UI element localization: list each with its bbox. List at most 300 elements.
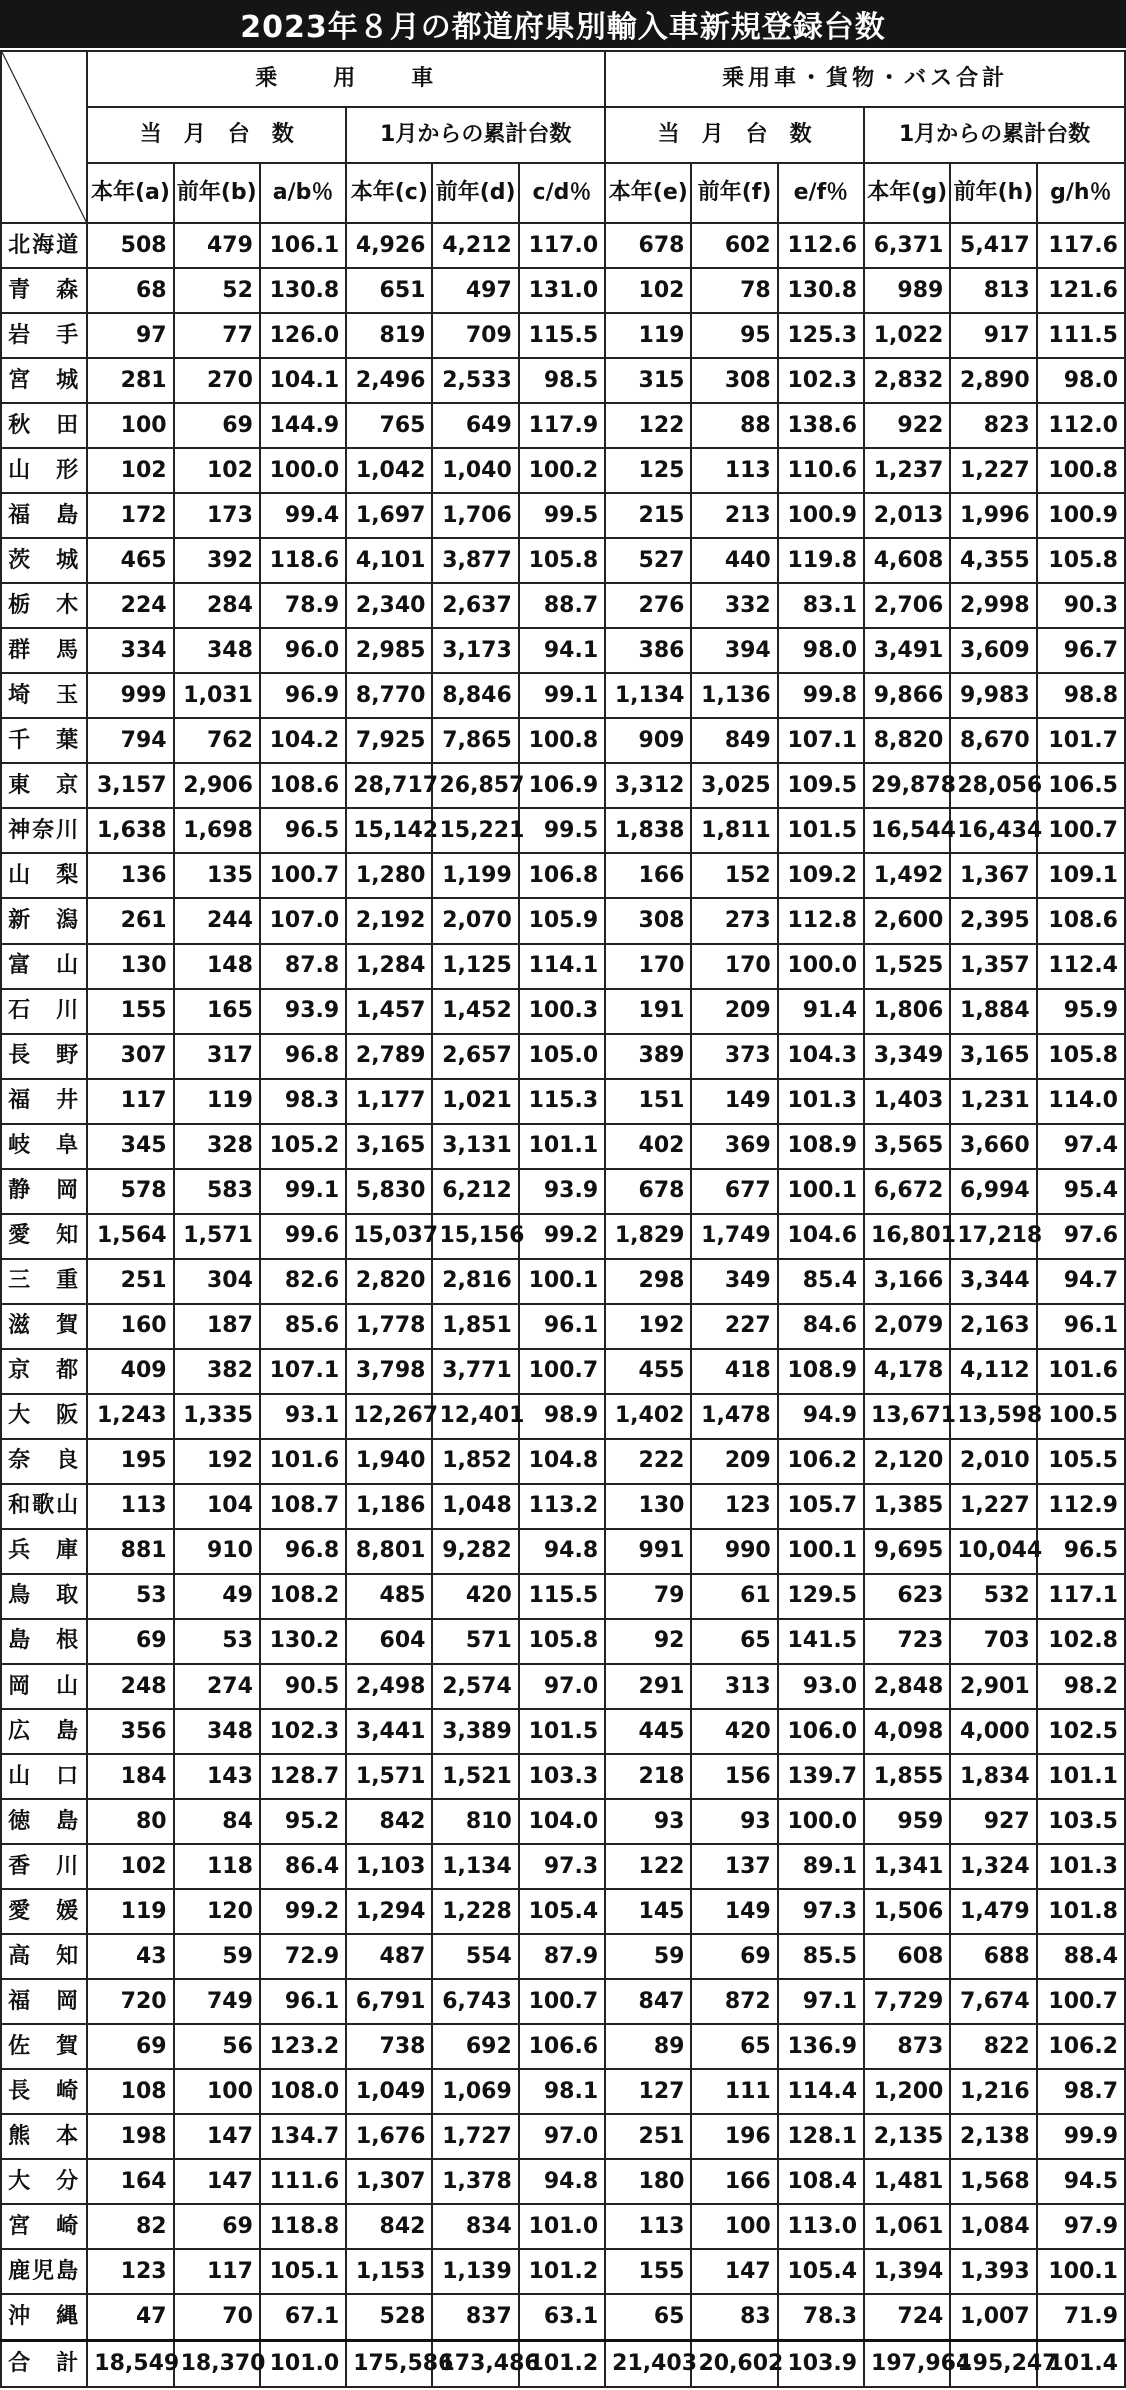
value-cell: 84.6 [778,1304,864,1349]
value-cell: 130 [605,1484,691,1529]
value-cell: 121.6 [1037,268,1125,313]
value-cell: 1,571 [346,1754,432,1799]
value-cell: 108.4 [778,2159,864,2204]
value-cell: 328 [174,1124,260,1169]
value-cell: 15,142 [346,808,432,853]
value-cell: 69 [87,2024,173,2069]
value-cell: 100.8 [1037,448,1125,493]
value-cell: 1,103 [346,1844,432,1889]
value-cell: 3,025 [691,763,777,808]
value-cell: 175,586 [346,2340,432,2387]
value-cell: 308 [605,898,691,943]
value-cell: 90.3 [1037,583,1125,628]
column-header: 本年(a) [87,163,173,223]
table-row [1,1304,1125,1349]
value-cell: 138.6 [778,403,864,448]
value-cell: 1,031 [174,673,260,718]
value-cell: 130.8 [778,268,864,313]
value-cell: 141.5 [778,1619,864,1664]
value-cell: 1,228 [432,1889,518,1934]
table-row [1,2159,1125,2204]
value-cell: 100.7 [519,1979,605,2024]
header-cumulative-1: 1月からの累計台数 [346,107,605,163]
prefecture-name: 群 馬 [1,628,87,673]
value-cell: 101.8 [1037,1889,1125,1934]
prefecture-name: 愛 知 [1,1214,87,1259]
value-cell: 106.8 [519,853,605,898]
value-cell: 440 [691,538,777,583]
value-cell: 12,401 [432,1394,518,1439]
value-cell: 8,670 [950,718,1036,763]
value-cell: 1,367 [950,853,1036,898]
value-cell: 1,855 [864,1754,950,1799]
value-cell: 1,838 [605,808,691,853]
value-cell: 1,568 [950,2159,1036,2204]
value-cell: 4,355 [950,538,1036,583]
value-cell: 197,964 [864,2340,950,2387]
registration-table-container [0,50,1126,2388]
value-cell: 113.2 [519,1484,605,1529]
value-cell: 910 [174,1529,260,1574]
value-cell: 100.7 [1037,808,1125,853]
value-cell: 465 [87,538,173,583]
value-cell: 487 [346,1934,432,1979]
registration-table [0,50,1126,2388]
value-cell: 65 [605,2294,691,2340]
value-cell: 651 [346,268,432,313]
value-cell: 101.4 [1037,2340,1125,2387]
value-cell: 101.0 [519,2204,605,2249]
value-cell: 1,394 [864,2249,950,2294]
value-cell: 101.0 [260,2340,346,2387]
value-cell: 837 [432,2294,518,2340]
value-cell: 6,672 [864,1169,950,1214]
value-cell: 1,125 [432,944,518,989]
value-cell: 1,231 [950,1079,1036,1124]
value-cell: 989 [864,268,950,313]
value-cell: 251 [605,2114,691,2159]
value-cell: 1,385 [864,1484,950,1529]
value-cell: 109.2 [778,853,864,898]
value-cell: 1,153 [346,2249,432,2294]
value-cell: 2,832 [864,358,950,403]
value-cell: 96.1 [1037,1304,1125,1349]
table-row [1,853,1125,898]
value-cell: 100.1 [778,1529,864,1574]
table-row [1,1169,1125,1214]
value-cell: 3,344 [950,1259,1036,1304]
value-cell: 180 [605,2159,691,2204]
value-cell: 762 [174,718,260,763]
value-cell: 104.8 [519,1439,605,1484]
value-cell: 53 [174,1619,260,1664]
value-cell: 692 [432,2024,518,2069]
value-cell: 139.7 [778,1754,864,1799]
value-cell: 84 [174,1799,260,1844]
value-cell: 623 [864,1574,950,1619]
value-cell: 78.3 [778,2294,864,2340]
prefecture-name: 千 葉 [1,718,87,763]
value-cell: 184 [87,1754,173,1799]
value-cell: 1,564 [87,1214,173,1259]
value-cell: 1,294 [346,1889,432,1934]
header-month-count-1: 当 月 台 数 [87,107,346,163]
value-cell: 59 [605,1934,691,1979]
table-row [1,1439,1125,1484]
value-cell: 3,312 [605,763,691,808]
value-cell: 102.5 [1037,1709,1125,1754]
value-cell: 151 [605,1079,691,1124]
value-cell: 187 [174,1304,260,1349]
prefecture-name: 山 口 [1,1754,87,1799]
value-cell: 94.9 [778,1394,864,1439]
value-cell: 2,657 [432,1034,518,1079]
value-cell: 678 [605,1169,691,1214]
value-cell: 97 [87,313,173,358]
table-row [1,1979,1125,2024]
value-cell: 1,324 [950,1844,1036,1889]
value-cell: 209 [691,989,777,1034]
value-cell: 17,218 [950,1214,1036,1259]
prefecture-name: 茨 城 [1,538,87,583]
value-cell: 420 [432,1574,518,1619]
value-cell: 2,600 [864,898,950,943]
value-cell: 334 [87,628,173,673]
value-cell: 93.9 [260,989,346,1034]
value-cell: 123 [691,1484,777,1529]
value-cell: 97.0 [519,2114,605,2159]
value-cell: 3,660 [950,1124,1036,1169]
table-row [1,448,1125,493]
value-cell: 356 [87,1709,173,1754]
value-cell: 1,452 [432,989,518,1034]
value-cell: 108.2 [260,1574,346,1619]
table-row [1,1574,1125,1619]
value-cell: 170 [691,944,777,989]
value-cell: 155 [87,989,173,1034]
value-cell: 118.6 [260,538,346,583]
value-cell: 2,789 [346,1034,432,1079]
prefecture-name: 静 岡 [1,1169,87,1214]
value-cell: 528 [346,2294,432,2340]
value-cell: 749 [174,1979,260,2024]
value-cell: 85.4 [778,1259,864,1304]
value-cell: 119.8 [778,538,864,583]
value-cell: 307 [87,1034,173,1079]
value-cell: 100.9 [778,493,864,538]
value-cell: 90.5 [260,1664,346,1709]
value-cell: 102.3 [778,358,864,403]
table-row [1,763,1125,808]
table-row [1,1124,1125,1169]
table-row [1,808,1125,853]
value-cell: 173 [174,493,260,538]
value-cell: 16,434 [950,808,1036,853]
value-cell: 105.8 [1037,538,1125,583]
value-cell: 532 [950,1574,1036,1619]
value-cell: 813 [950,268,1036,313]
value-cell: 65 [691,1619,777,1664]
value-cell: 1,136 [691,673,777,718]
column-header: e/f％ [778,163,864,223]
value-cell: 1,851 [432,1304,518,1349]
value-cell: 1,571 [174,1214,260,1259]
value-cell: 172 [87,493,173,538]
value-cell: 927 [950,1799,1036,1844]
value-cell: 373 [691,1034,777,1079]
value-cell: 147 [174,2114,260,2159]
value-cell: 2,901 [950,1664,1036,1709]
value-cell: 2,574 [432,1664,518,1709]
value-cell: 3,798 [346,1349,432,1394]
value-cell: 1,521 [432,1754,518,1799]
value-cell: 83 [691,2294,777,2340]
table-row [1,1619,1125,1664]
value-cell: 298 [605,1259,691,1304]
value-cell: 16,801 [864,1214,950,1259]
value-cell: 1,341 [864,1844,950,1889]
value-cell: 97.1 [778,1979,864,2024]
prefecture-name: 香 川 [1,1844,87,1889]
value-cell: 26,857 [432,763,518,808]
value-cell: 15,156 [432,1214,518,1259]
table-row [1,2114,1125,2159]
value-cell: 108.7 [260,1484,346,1529]
value-cell: 101.1 [1037,1754,1125,1799]
value-cell: 3,441 [346,1709,432,1754]
value-cell: 106.5 [1037,763,1125,808]
value-cell: 108 [87,2069,173,2114]
value-cell: 6,371 [864,223,950,268]
value-cell: 111.6 [260,2159,346,2204]
prefecture-name: 熊 本 [1,2114,87,2159]
prefecture-name: 島 根 [1,1619,87,1664]
value-cell: 9,983 [950,673,1036,718]
table-row [1,493,1125,538]
value-cell: 18,370 [174,2340,260,2387]
value-cell: 991 [605,1529,691,1574]
value-cell: 1,199 [432,853,518,898]
prefecture-name: 東 京 [1,763,87,808]
value-cell: 5,830 [346,1169,432,1214]
value-cell: 276 [605,583,691,628]
value-cell: 109.5 [778,763,864,808]
value-cell: 819 [346,313,432,358]
column-header: 本年(c) [346,163,432,223]
value-cell: 917 [950,313,1036,358]
value-cell: 18,549 [87,2340,173,2387]
value-cell: 349 [691,1259,777,1304]
value-cell: 69 [174,403,260,448]
value-cell: 79 [605,1574,691,1619]
value-cell: 909 [605,718,691,763]
table-row [1,628,1125,673]
value-cell: 2,138 [950,2114,1036,2159]
prefecture-name: 青 森 [1,268,87,313]
value-cell: 97.0 [519,1664,605,1709]
value-cell: 703 [950,1619,1036,1664]
value-cell: 1,134 [605,673,691,718]
value-cell: 3,165 [346,1124,432,1169]
value-cell: 119 [605,313,691,358]
value-cell: 125.3 [778,313,864,358]
value-cell: 1,638 [87,808,173,853]
value-cell: 111 [691,2069,777,2114]
column-header: c/d％ [519,163,605,223]
value-cell: 96.1 [519,1304,605,1349]
value-cell: 2,120 [864,1439,950,1484]
value-cell: 108.0 [260,2069,346,2114]
value-cell: 999 [87,673,173,718]
value-cell: 554 [432,1934,518,1979]
value-cell: 134.7 [260,2114,346,2159]
value-cell: 56 [174,2024,260,2069]
value-cell: 82 [87,2204,173,2249]
table-row [1,898,1125,943]
prefecture-name: 愛 媛 [1,1889,87,1934]
value-cell: 92 [605,1619,691,1664]
column-header: a/b％ [260,163,346,223]
value-cell: 1,139 [432,2249,518,2294]
value-cell: 113.0 [778,2204,864,2249]
value-cell: 165 [174,989,260,1034]
value-cell: 112.6 [778,223,864,268]
value-cell: 8,846 [432,673,518,718]
value-cell: 114.4 [778,2069,864,2114]
value-cell: 98.0 [1037,358,1125,403]
value-cell: 1,478 [691,1394,777,1439]
value-cell: 3,491 [864,628,950,673]
value-cell: 604 [346,1619,432,1664]
value-cell: 99.8 [778,673,864,718]
value-cell: 105.4 [778,2249,864,2294]
table-row [1,989,1125,1034]
value-cell: 213 [691,493,777,538]
value-cell: 402 [605,1124,691,1169]
value-cell: 166 [605,853,691,898]
value-cell: 94.5 [1037,2159,1125,2204]
value-cell: 224 [87,583,173,628]
table-row [1,538,1125,583]
value-cell: 77 [174,313,260,358]
value-cell: 71.9 [1037,2294,1125,2340]
value-cell: 101.2 [519,2340,605,2387]
value-cell: 117.9 [519,403,605,448]
value-cell: 100.7 [260,853,346,898]
value-cell: 4,000 [950,1709,1036,1754]
table-row [1,944,1125,989]
value-cell: 100.1 [778,1169,864,1214]
value-cell: 2,533 [432,358,518,403]
value-cell: 1,698 [174,808,260,853]
column-header: 前年(h) [950,163,1036,223]
value-cell: 2,706 [864,583,950,628]
value-cell: 100 [691,2204,777,2249]
value-cell: 100.0 [778,944,864,989]
column-header: 前年(b) [174,163,260,223]
value-cell: 1,084 [950,2204,1036,2249]
value-cell: 571 [432,1619,518,1664]
value-cell: 101.1 [519,1124,605,1169]
value-cell: 317 [174,1034,260,1079]
value-cell: 96.5 [1037,1529,1125,1574]
value-cell: 111.5 [1037,313,1125,358]
prefecture-name: 岩 手 [1,313,87,358]
value-cell: 88 [691,403,777,448]
value-cell: 96.8 [260,1034,346,1079]
value-cell: 106.1 [260,223,346,268]
value-cell: 313 [691,1664,777,1709]
value-cell: 1,834 [950,1754,1036,1799]
value-cell: 130.2 [260,1619,346,1664]
value-cell: 95.9 [1037,989,1125,1034]
value-cell: 109.1 [1037,853,1125,898]
value-cell: 119 [87,1889,173,1934]
value-cell: 105.8 [1037,1034,1125,1079]
value-cell: 97.6 [1037,1214,1125,1259]
value-cell: 649 [432,403,518,448]
value-cell: 248 [87,1664,173,1709]
value-cell: 9,282 [432,1529,518,1574]
value-cell: 3,609 [950,628,1036,673]
value-cell: 2,496 [346,358,432,403]
value-cell: 29,878 [864,763,950,808]
value-cell: 114.0 [1037,1079,1125,1124]
value-cell: 126.0 [260,313,346,358]
value-cell: 7,729 [864,1979,950,2024]
value-cell: 192 [605,1304,691,1349]
prefecture-name: 神奈川 [1,808,87,853]
value-cell: 108.6 [260,763,346,808]
value-cell: 100.8 [519,718,605,763]
value-cell: 1,403 [864,1079,950,1124]
table-row [1,1484,1125,1529]
value-cell: 13,598 [950,1394,1036,1439]
value-cell: 128.7 [260,1754,346,1799]
value-cell: 113 [605,2204,691,2249]
value-cell: 308 [691,358,777,403]
prefecture-name: 富 山 [1,944,87,989]
value-cell: 98.0 [778,628,864,673]
value-cell: 4,098 [864,1709,950,1754]
value-cell: 3,166 [864,1259,950,1304]
value-cell: 5,417 [950,223,1036,268]
table-row [1,268,1125,313]
value-cell: 7,925 [346,718,432,763]
value-cell: 99.9 [1037,2114,1125,2159]
value-cell: 8,801 [346,1529,432,1574]
header-month-count-2: 当 月 台 数 [605,107,864,163]
value-cell: 2,070 [432,898,518,943]
value-cell: 122 [605,1844,691,1889]
prefecture-name: 山 梨 [1,853,87,898]
value-cell: 98.8 [1037,673,1125,718]
value-cell: 105.9 [519,898,605,943]
value-cell: 1,357 [950,944,1036,989]
value-cell: 1,280 [346,853,432,898]
prefecture-name: 福 岡 [1,1979,87,2024]
value-cell: 135 [174,853,260,898]
value-cell: 123 [87,2249,173,2294]
value-cell: 86.4 [260,1844,346,1889]
table-row [1,1889,1125,1934]
value-cell: 93.9 [519,1169,605,1214]
value-cell: 1,806 [864,989,950,1034]
value-cell: 2,135 [864,2114,950,2159]
table-row [1,1034,1125,1079]
value-cell: 1,237 [864,448,950,493]
value-cell: 173,486 [432,2340,518,2387]
